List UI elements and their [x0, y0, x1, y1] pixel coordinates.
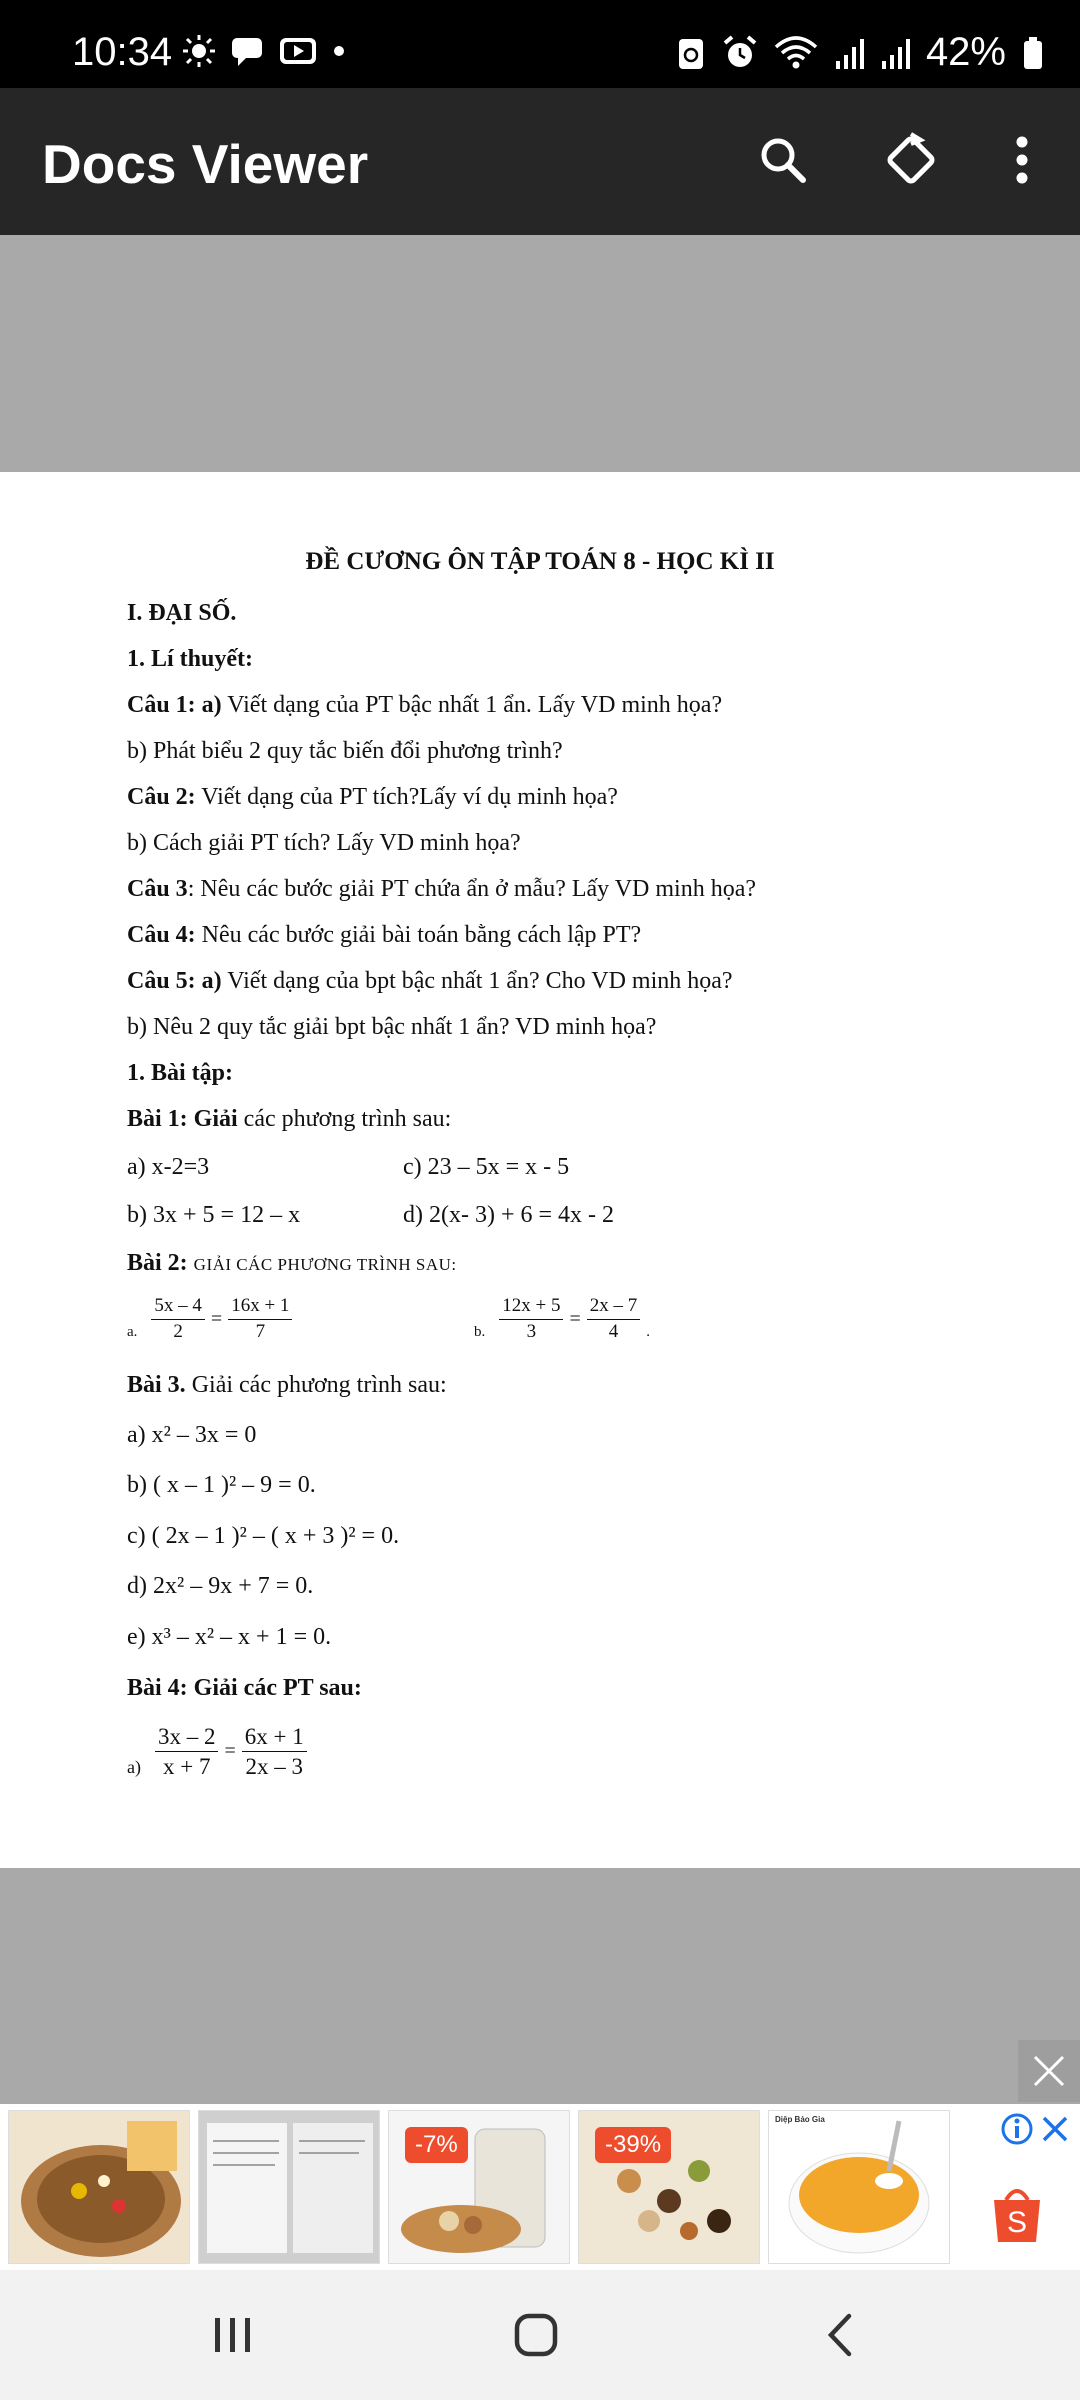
eq2a-label: a.	[127, 1323, 138, 1340]
eq4a-label: a)	[127, 1756, 141, 1777]
app-bar	[0, 88, 1080, 235]
exercise-3e: e) x³ – x² – x + 1 = 0.	[127, 1624, 332, 1650]
exercise-3b: b) ( x – 1 )² – 9 = 0.	[127, 1472, 316, 1498]
b3-label: Bài 3.	[127, 1372, 186, 1398]
ad-brand-text: Diệp Bảo Gia	[775, 2115, 825, 2124]
eq2a-frac-right	[228, 1296, 292, 1343]
ad-close-button[interactable]	[1040, 2114, 1070, 2149]
question-2	[127, 784, 618, 811]
eq2b-equals: =	[569, 1307, 581, 1330]
eq2b-num-left: 12x + 5	[499, 1296, 563, 1320]
sun-icon	[182, 34, 216, 68]
theory-heading: 1. Lí thuyết:	[127, 646, 253, 672]
granola-image	[9, 2111, 190, 2264]
eq2b-den-right: 4	[608, 1320, 619, 1342]
more-options-button[interactable]	[986, 124, 1058, 196]
q1-label: Câu 1: a)	[127, 692, 222, 718]
search-icon	[757, 134, 809, 186]
wifi-icon	[774, 35, 818, 71]
app-title: Docs Viewer	[42, 133, 369, 195]
q2-label: Câu 2:	[127, 784, 196, 810]
dot-icon	[332, 34, 346, 68]
exercise-2	[127, 1250, 457, 1277]
doc-title: ĐỀ CƯƠNG ÔN TẬP TOÁN 8 - HỌC KÌ II	[305, 548, 775, 575]
eq2a-den-right: 7	[255, 1320, 266, 1342]
eq4a-frac-left	[155, 1724, 219, 1780]
alarm-icon	[722, 35, 758, 71]
ad-product-document[interactable]	[198, 2110, 380, 2264]
exercise-1d: d) 2(x- 3) + 6 = 4x - 2	[403, 1202, 615, 1228]
recent-apps-button[interactable]	[193, 2300, 273, 2370]
eq2b-label: b.	[474, 1323, 486, 1340]
info-icon	[1000, 2112, 1034, 2146]
back-icon	[825, 2312, 855, 2358]
eq2b-frac-left	[499, 1296, 563, 1343]
question-1a	[127, 692, 722, 719]
question-5b: b) Nêu 2 quy tắc giải bpt bậc nhất 1 ẩn? VD minh họa?	[127, 1014, 657, 1040]
eq2b-period: .	[646, 1323, 650, 1340]
document-photo-image	[199, 2111, 380, 2264]
q4-label: Câu 4:	[127, 922, 196, 948]
q3-text: : Nêu các bước giải PT chứa ẩn ở mẫu? Lấy VD minh họa?	[187, 876, 757, 902]
section-algebra: I. ĐẠI SỐ.	[127, 600, 237, 626]
exercise-3	[127, 1372, 447, 1399]
eq4a-frac-right	[242, 1724, 307, 1780]
eq4a-equals: =	[224, 1740, 236, 1763]
eq2b-frac-right	[587, 1296, 641, 1343]
recent-apps-icon	[212, 2314, 254, 2356]
exercise-3c: c) ( 2x – 1 )² – ( x + 3 )² = 0.	[127, 1523, 400, 1549]
q3-label: Câu 3	[127, 876, 188, 902]
exercise-1b: b) 3x + 5 = 12 – x	[127, 1202, 301, 1228]
eq4a-num-left: 3x – 2	[155, 1724, 219, 1752]
chat-icon	[230, 34, 264, 68]
discount-badge-1: -7%	[405, 2127, 468, 2163]
notification-icons	[182, 34, 346, 68]
b1-text: các phương trình sau:	[237, 1106, 452, 1132]
screen-rotation-icon	[881, 130, 941, 190]
q5-text: Viết dạng của bpt bậc nhất 1 ẩn? Cho VD minh họa?	[221, 968, 733, 994]
signal-icon-1	[834, 35, 864, 71]
q4-text: Nêu các bước giải bài toán bằng cách lập PT?	[195, 922, 642, 948]
equation-4a	[127, 1724, 307, 1780]
b1-label: Bài 1: Giải	[127, 1106, 238, 1132]
exercise-1a: a) x-2=3	[127, 1154, 210, 1180]
battery-icon	[1022, 35, 1044, 71]
question-4	[127, 922, 641, 949]
eq2b-den-left: 3	[526, 1320, 537, 1342]
back-button[interactable]	[800, 2300, 880, 2370]
close-icon	[1031, 2053, 1067, 2089]
equation-2b	[474, 1296, 660, 1343]
exercise-3a: a) x² – 3x = 0	[127, 1422, 257, 1448]
cereal-bowl-image	[769, 2111, 950, 2264]
b3-text: Giải các phương trình sau:	[185, 1372, 447, 1398]
ad-info-button[interactable]	[1000, 2112, 1034, 2151]
ad-banner[interactable]	[0, 2104, 1080, 2270]
status-time: 10:34	[72, 30, 173, 74]
question-1b: b) Phát biểu 2 quy tắc biến đổi phương trình?	[127, 738, 563, 764]
signal-icon-2	[880, 35, 910, 71]
eq4a-den-left: x + 7	[162, 1754, 211, 1780]
shopee-bag-icon	[988, 2184, 1046, 2246]
b2-text: GIẢI CÁC PHƯƠNG TRÌNH SAU:	[193, 1255, 457, 1274]
ad-dismiss-button[interactable]	[1018, 2040, 1080, 2102]
system-icons	[676, 30, 1044, 75]
recycle-icon	[676, 35, 706, 71]
status-bar	[0, 0, 1080, 88]
discount-badge-2: -39%	[595, 2127, 671, 2163]
equation-2a	[127, 1296, 292, 1343]
ad-product-cereal[interactable]	[768, 2110, 950, 2264]
youtube-icon	[278, 34, 318, 68]
home-icon	[513, 2312, 559, 2358]
exercise-4: Bài 4: Giải các PT sau:	[127, 1675, 362, 1701]
shopee-logo[interactable]	[988, 2184, 1046, 2251]
q2-text: Viết dạng của PT tích?Lấy ví dụ minh họa?	[195, 784, 618, 810]
exercises-heading: 1. Bài tập:	[127, 1060, 234, 1086]
ad-product-nuts-jar[interactable]	[388, 2110, 570, 2264]
eq2a-equals: =	[210, 1307, 223, 1330]
eq2a-num-left: 5x – 4	[151, 1296, 205, 1320]
question-5a	[127, 968, 733, 995]
eq2a-frac-left	[151, 1296, 205, 1343]
more-vert-icon	[1014, 134, 1030, 186]
rotate-button[interactable]	[875, 124, 947, 196]
eq2a-num-right: 16x + 1	[228, 1296, 292, 1320]
svg-text:S: S	[1006, 2206, 1028, 2239]
home-button[interactable]	[496, 2300, 576, 2370]
system-nav-bar	[0, 2270, 1080, 2400]
question-3	[127, 876, 756, 903]
eq2b-num-right: 2x – 7	[587, 1296, 641, 1320]
q1-text: Viết dạng của PT bậc nhất 1 ẩn. Lấy VD minh họa?	[221, 692, 723, 718]
eq2a-den-left: 2	[173, 1320, 183, 1342]
eq4a-den-right: 2x – 3	[245, 1754, 303, 1780]
search-button[interactable]	[747, 124, 819, 196]
eq4a-num-right: 6x + 1	[242, 1724, 307, 1752]
battery-percent: 42%	[925, 30, 1006, 74]
ad-product-trail-mix[interactable]	[578, 2110, 760, 2264]
question-2b: b) Cách giải PT tích? Lấy VD minh họa?	[127, 830, 521, 856]
b2-label: Bài 2:	[127, 1250, 188, 1276]
exercise-1	[127, 1106, 451, 1133]
exercise-1c: c) 23 – 5x = x - 5	[403, 1154, 570, 1180]
document-page	[0, 472, 1080, 1868]
exercise-3d: d) 2x² – 9x + 7 = 0.	[127, 1573, 314, 1599]
q5-label: Câu 5: a)	[127, 968, 222, 994]
ad-product-granola[interactable]	[8, 2110, 190, 2264]
close-icon	[1040, 2114, 1070, 2144]
